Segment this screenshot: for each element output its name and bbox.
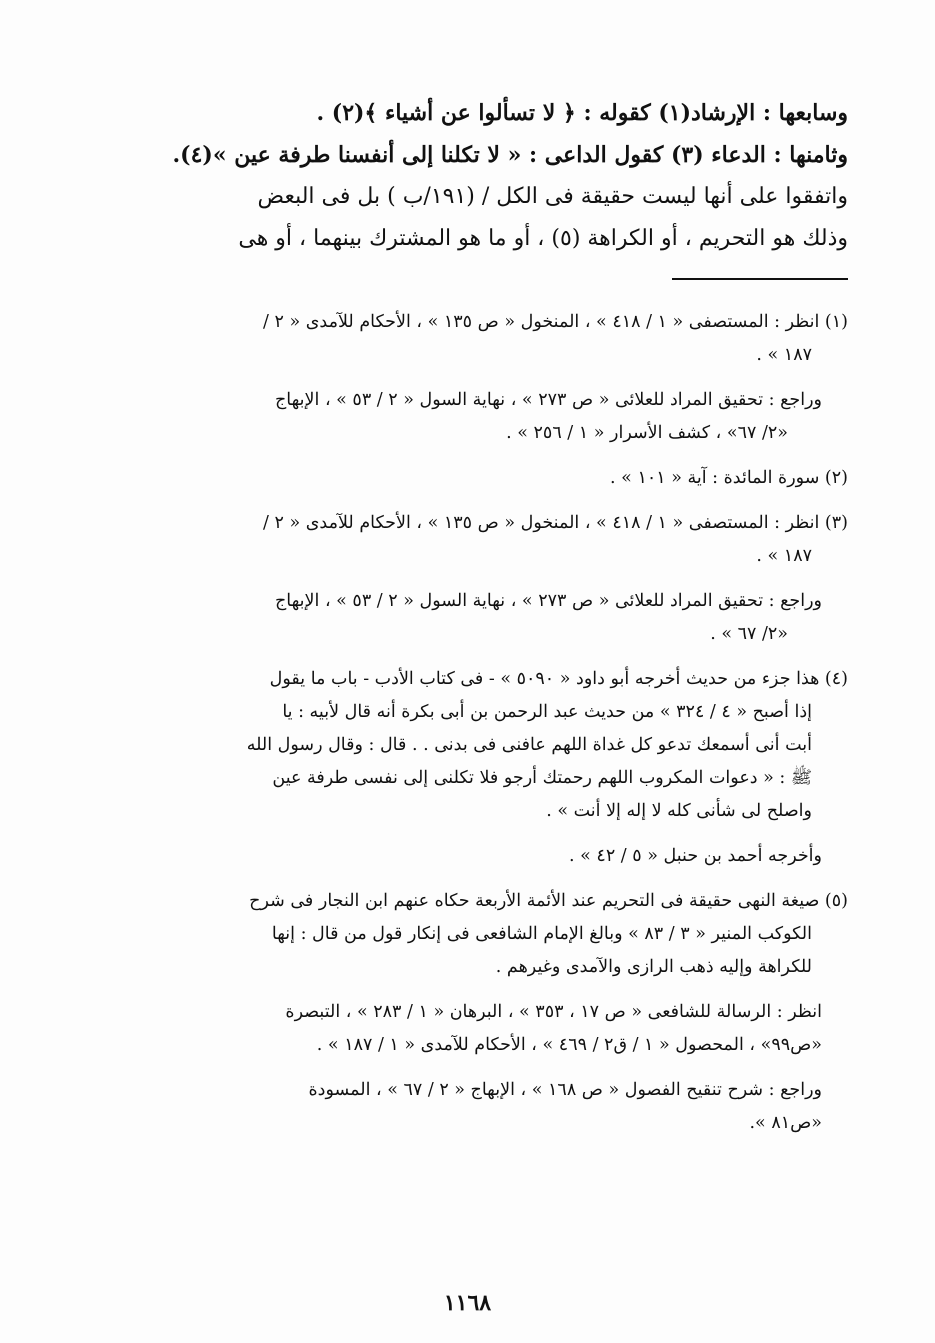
- footnote-4-line-5: واصلح لى شأنى كله لا إله إلا أنت » .: [546, 801, 812, 821]
- page-body: [128, 92, 848, 1152]
- separator-line: [672, 278, 848, 280]
- footnote-1-line-1: (١) انظر : المستصفى « ١ / ٤١٨ » ، المنخول « ص ١٣٥ » ، الأحكام للآمدى « ٢ /: [263, 312, 848, 332]
- footnote-5-line-1: (٥) صيغة النهى حقيقة فى التحريم عند الأئمة الأربعة حكاه عنهم ابن النجار فى شرح: [249, 891, 848, 911]
- footnote-1-see-also-line-2: «٢/ ٦٧» ، كشف الأسرار « ١ / ٢٥٦ » .: [506, 423, 788, 443]
- main-text: [128, 92, 848, 260]
- footnotes: [128, 306, 848, 1140]
- footnote-1-see-also-line-1: وراجع : تحقيق المراد للعلائى « ص ٢٧٣ » ، نهاية السول « ٢ / ٥٣ » ، الإبهاج: [274, 390, 822, 410]
- main-paragraph-3-line-1: واتفقوا على أنها ليست حقيقة فى الكل / (١٩١/ب ) بل فى البعض: [257, 184, 848, 209]
- footnote-1-see-also: [128, 384, 848, 450]
- main-paragraph-2: وثامنها : الدعاء (٣) كقول الداعى : « لا تكلنا إلى أنفسنا طرفة عين »(٤).: [172, 142, 848, 168]
- main-paragraph-1: وسابعها : الإرشاد(١) كقوله : ﴿ لا تسألوا عن أشياء ﴾(٢) .: [316, 100, 848, 126]
- footnote-5-see: [128, 996, 848, 1062]
- footnote-1-line-2: ١٨٧ » .: [756, 345, 812, 365]
- footnote-5: [128, 885, 848, 984]
- footnote-2: [128, 462, 848, 495]
- footnote-3: [128, 507, 848, 573]
- footnote-5-see-also: [128, 1074, 848, 1140]
- footnote-4-line-2: إذا أصبح « ٤ / ٣٢٤ » من حديث عبد الرحمن بن أبى بكرة أنه قال لأبيه : يا: [282, 702, 812, 722]
- footnote-2-line-1: (٢) سورة المائدة : آية « ١٠١ » .: [610, 468, 848, 488]
- footnote-1: [128, 306, 848, 372]
- footnote-4-also-line-1: وأخرجه أحمد بن حنبل « ٥ / ٤٢ » .: [569, 846, 822, 866]
- footnote-5-see-also-line-1: وراجع : شرح تنقيح الفصول « ص ١٦٨ » ، الإبهاج « ٢ / ٦٧ » ، المسودة: [308, 1080, 822, 1100]
- footnote-3-line-2: ١٨٧ » .: [756, 546, 812, 566]
- page-number: ١١٦٨: [443, 1290, 492, 1316]
- footnote-5-line-3: للكراهة وإليه ذهب الرازى والآمدى وغيرهم .: [495, 957, 812, 977]
- footnote-3-see-also-line-1: وراجع : تحقيق المراد للعلائى « ص ٢٧٣ » ، نهاية السول « ٢ / ٥٣ » ، الإبهاج: [274, 591, 822, 611]
- footnote-5-line-2: الكوكب المنير « ٣ / ٨٣ » وبالغ الإمام الشافعى فى إنكار قول من قال : إنها: [271, 924, 812, 944]
- footnote-separator: [128, 260, 848, 306]
- footnote-4: [128, 663, 848, 828]
- footnote-3-see-also: [128, 585, 848, 651]
- footnote-5-see-also-line-2: «ص٨١ ».: [749, 1113, 822, 1133]
- footnote-4-line-1: (٤) هذا جزء من حديث أخرجه أبو داود « ٥٠٩٠ » - فى كتاب الأدب - باب ما يقول: [269, 669, 848, 689]
- footnote-4-also: [128, 840, 848, 873]
- footnote-5-see-line-1: انظر : الرسالة للشافعى « ص ١٧ ، ٣٥٣ » ، البرهان « ١ / ٢٨٣ » ، التبصرة: [285, 1002, 822, 1022]
- footnote-4-line-4: ﷺ : « دعوات المكروب اللهم رحمتك أرجو فلا تكلنى إلى نفسى طرفة عين: [272, 768, 812, 788]
- footnote-5-see-line-2: «ص٩٩» ، المحصول « ١ / ق٢ / ٤٦٩ » ، الأحكام للآمدى « ١ / ١٨٧ » .: [316, 1035, 822, 1055]
- footnote-4-line-3: أبت أنى أسمعك تدعو كل غداة اللهم عافنى فى بدنى . . قال : وقال رسول الله: [246, 735, 812, 755]
- footnote-3-line-1: (٣) انظر : المستصفى « ١ / ٤١٨ » ، المنخول « ص ١٣٥ » ، الأحكام للآمدى « ٢ /: [263, 513, 848, 533]
- main-paragraph-3-line-2: وذلك هو التحريم ، أو الكراهة (٥) ، أو ما هو المشترك بينهما ، أو هى: [238, 226, 848, 251]
- footnote-3-see-also-line-2: «٢/ ٦٧ » .: [710, 624, 788, 644]
